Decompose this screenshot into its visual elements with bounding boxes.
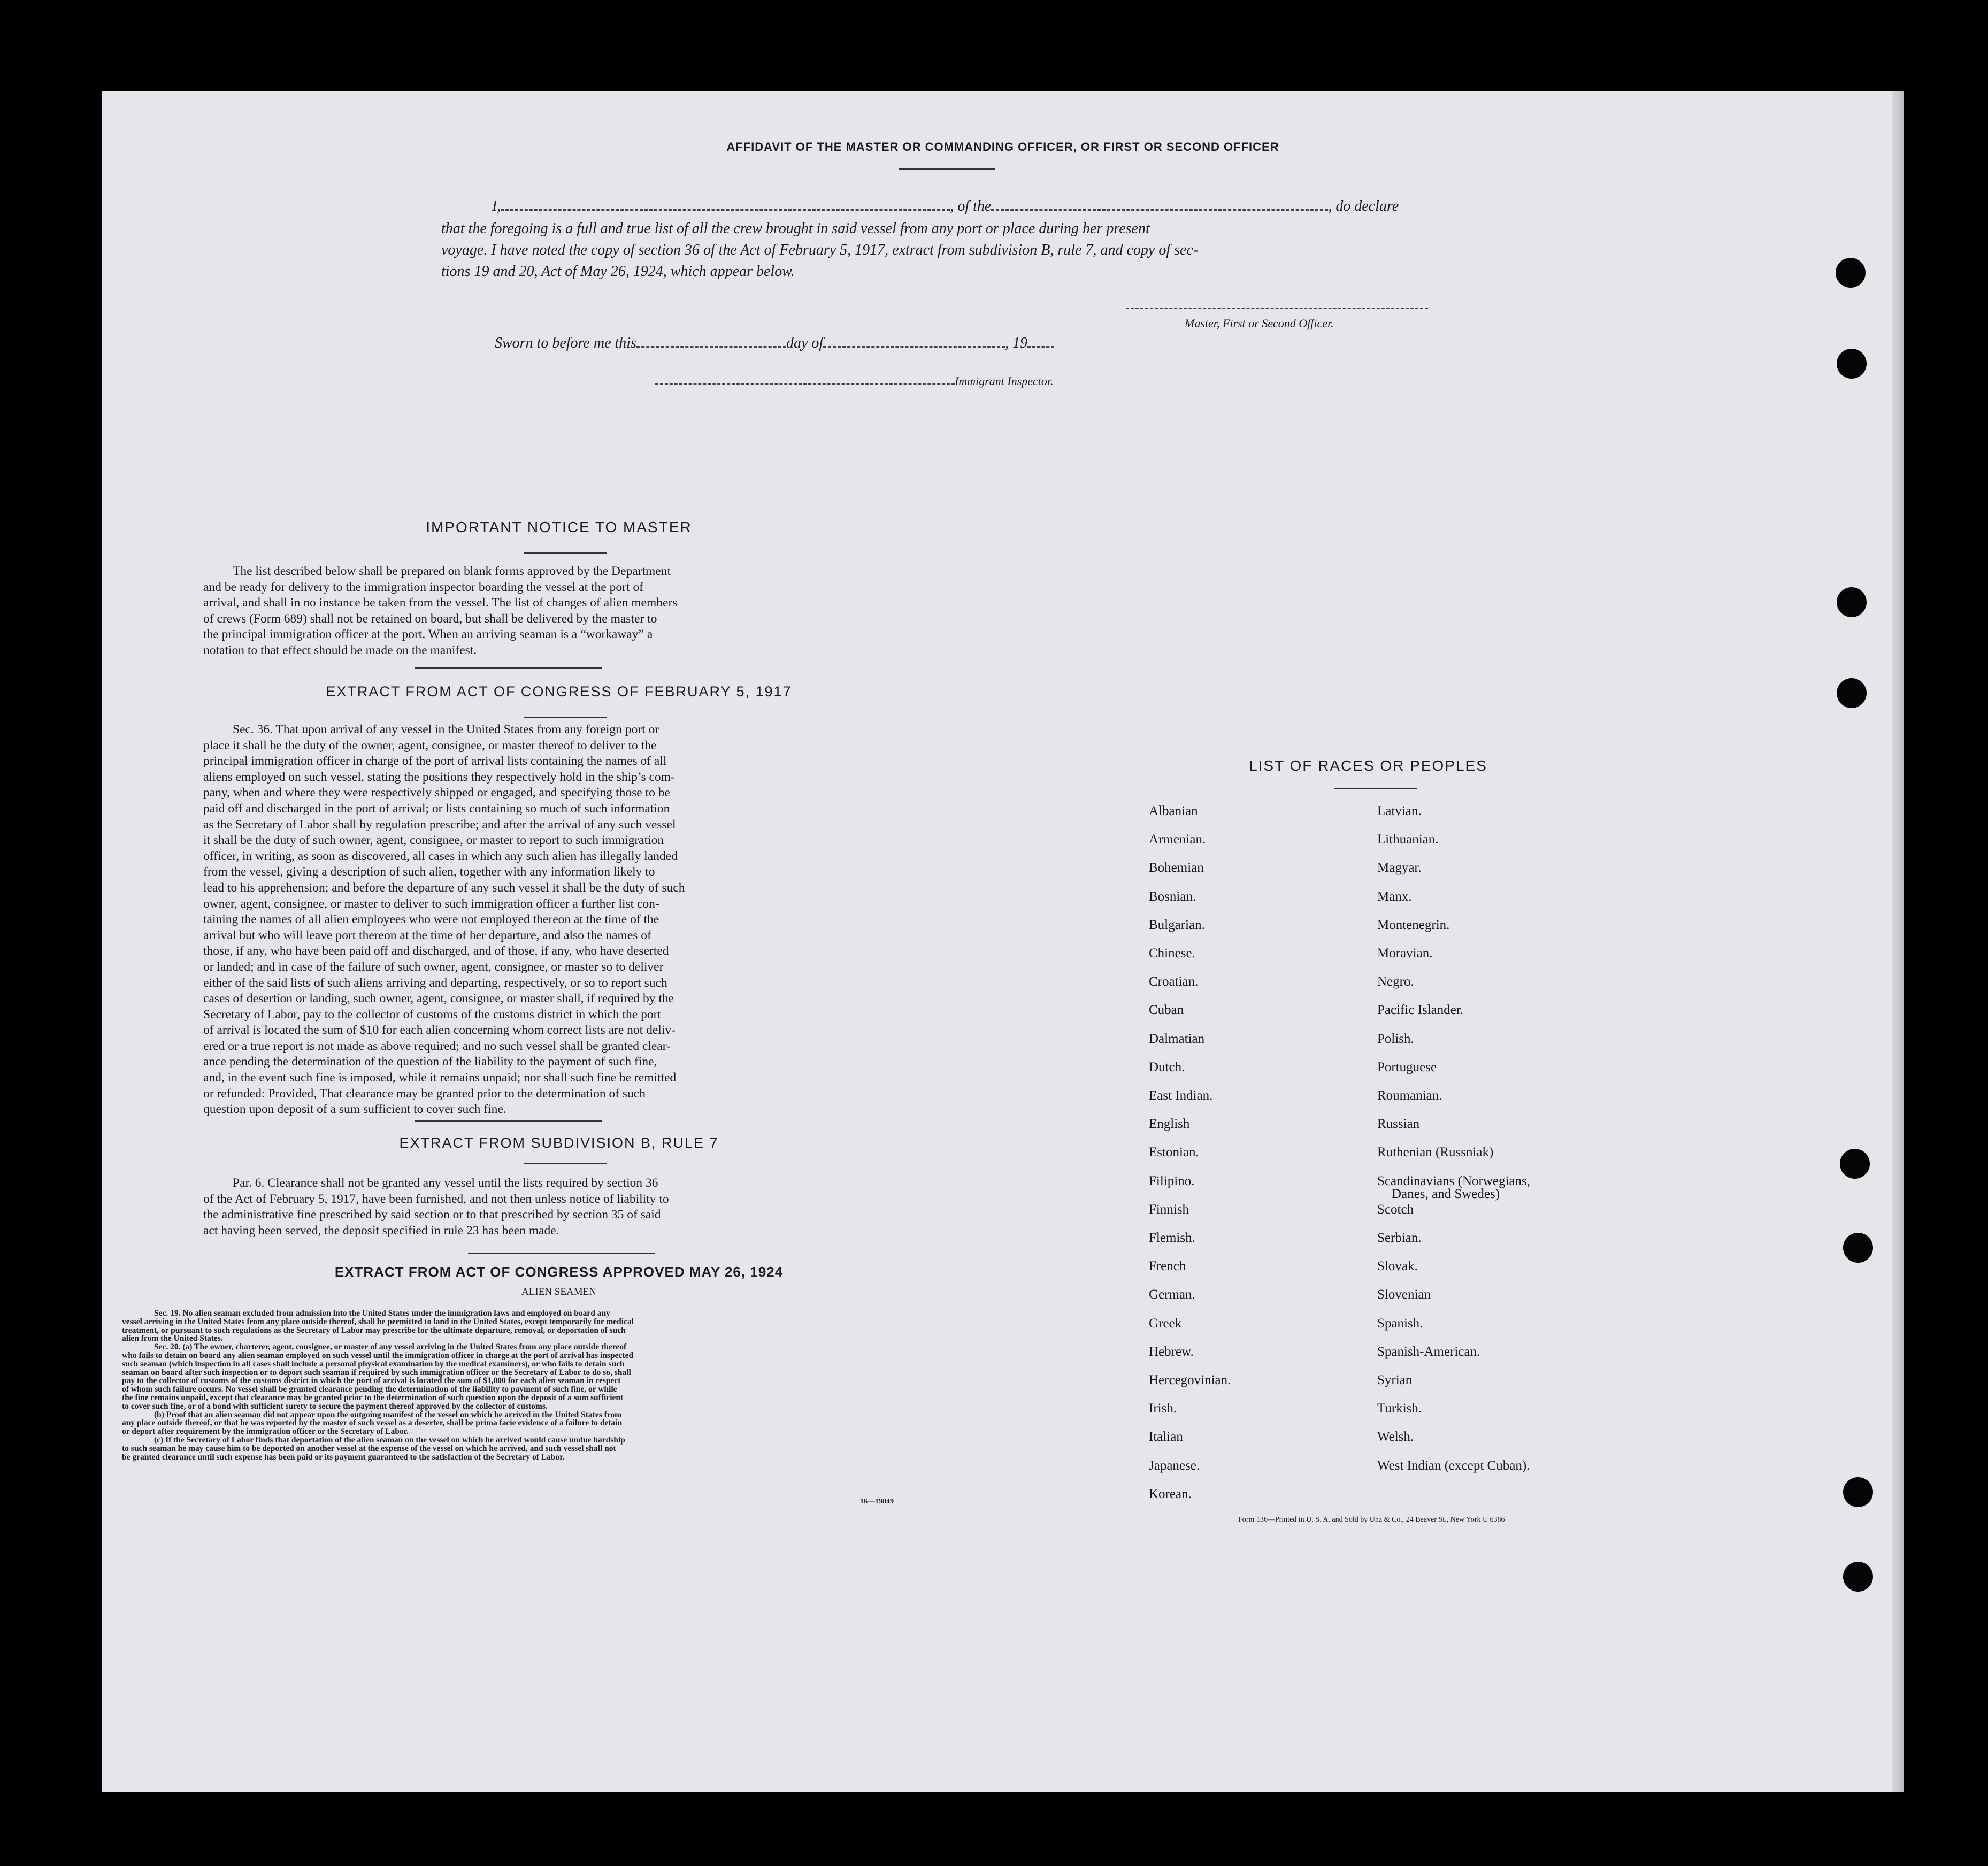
par-6-line: Par. 6. Clearance shall not be granted any vessel until the lists required by section 36 xyxy=(233,1176,658,1190)
punch-hole xyxy=(1840,1149,1870,1179)
section-36-line: lead to his apprehension; and before the departure of any such vessel it shall be the duty of such xyxy=(203,880,685,895)
race-item: Portuguese xyxy=(1377,1059,1437,1074)
section-20-line: of whom such failure occurs. No vessel shall be granted clearance pending the determination of the liability to payment of such fine, or while xyxy=(122,1385,617,1394)
notice-line: of crews (Form 689) shall not be retained on board, but shall be delivered by the master to xyxy=(203,611,657,626)
races-title: LIST OF RACES OR PEOPLES xyxy=(1249,757,1487,774)
race-item: Danes, and Swedes) xyxy=(1392,1186,1500,1201)
extract-rule7-title-rule xyxy=(524,1163,607,1164)
race-item: Pacific Islander. xyxy=(1377,1003,1464,1018)
race-item: Syrian xyxy=(1377,1373,1413,1387)
race-item: Bulgarian. xyxy=(1149,917,1205,932)
notice-line: The list described below shall be prepared on blank forms approved by the Department xyxy=(233,564,671,578)
section-36-line: aliens employed on such vessel, stating the positions they respectively hold in the ship’s com- xyxy=(203,770,675,784)
race-item: Welsh. xyxy=(1377,1430,1414,1445)
race-item: Spanish-American. xyxy=(1377,1344,1480,1359)
race-item: Ruthenian (Russniak) xyxy=(1377,1145,1494,1160)
par-6-line: of the Act of February 5, 1917, have been furnished, and not then unless notice of liability to xyxy=(203,1192,669,1206)
race-item: Roumanian. xyxy=(1377,1088,1442,1103)
race-item: Irish. xyxy=(1149,1401,1177,1416)
section-36-line: principal immigration officer in charge of the port of arrival lists containing the names of all xyxy=(203,754,667,769)
section-36-line: question upon deposit of a sum sufficient to cover such fine. xyxy=(203,1102,506,1117)
races-title-rule xyxy=(1334,788,1417,789)
section-36-line: taining the names of all alien employees who were not employed thereon at the time of the xyxy=(203,912,659,927)
declaration-line-1 xyxy=(492,198,1399,215)
master-signature-blank[interactable] xyxy=(1126,302,1428,309)
section-36-line: paid off and discharged in the port of arrival; or lists containing so much of such information xyxy=(203,801,670,816)
race-item: East Indian. xyxy=(1149,1088,1213,1103)
race-item: Finnish xyxy=(1149,1202,1189,1217)
section-36-line: pany, when and where they were respectively shipped or engaged, and specifying those to be xyxy=(203,786,670,800)
section-36-line: officer, in writing, as soon as discovered, all cases in which any such alien has illegally landed xyxy=(203,849,678,863)
declaration-line-2: that the foregoing is a full and true list of all the crew brought in said vessel from any port or place during her present xyxy=(441,220,1150,237)
notice-line: arrival, and shall in no instance be taken from the vessel. The list of changes of alien members xyxy=(203,596,678,610)
race-item: Hebrew. xyxy=(1149,1344,1194,1359)
sworn-day-of: day of xyxy=(786,335,824,351)
page-edge xyxy=(1892,91,1904,1792)
declaration-do-declare: , do declare xyxy=(1328,198,1399,214)
race-item: Polish. xyxy=(1377,1031,1414,1046)
race-item: Japanese. xyxy=(1149,1458,1200,1473)
section-20-line: pay to the collector of customs of the customs district in which the port of arrival is located the sum of $1,000 for each alien seaman in respect xyxy=(122,1376,621,1386)
master-signature-label: Master, First or Second Officer. xyxy=(1185,317,1334,330)
sworn-year-blank[interactable] xyxy=(1027,337,1054,348)
section-36-line: cases of desertion or landing, such owner, agent, consignee, or master shall, if required by the xyxy=(203,992,674,1006)
race-item: French xyxy=(1149,1259,1186,1274)
race-item: Korean. xyxy=(1149,1486,1192,1501)
race-item: Hercegovinian. xyxy=(1149,1373,1231,1387)
race-item: Cuban xyxy=(1149,1003,1184,1018)
race-item: Slovenian xyxy=(1377,1287,1431,1302)
section-36-line: those, if any, who have been paid off and discharged, and of those, if any, who have deserted xyxy=(203,944,669,958)
declaration-i: I, xyxy=(492,198,501,214)
divider xyxy=(415,667,602,669)
race-item: English xyxy=(1149,1117,1190,1132)
name-blank[interactable] xyxy=(501,200,950,211)
section-20-line: (c) If the Secretary of Labor finds that deportation of the alien seaman on the vessel on which he arrived would cause undue hardship xyxy=(154,1435,625,1445)
notice-title: IMPORTANT NOTICE TO MASTER xyxy=(426,519,692,535)
section-20-line: or deport after requirement by the immigration officer or the Secretary of Labor. xyxy=(122,1427,409,1437)
race-item: Montenegrin. xyxy=(1377,917,1450,932)
race-item: Manx. xyxy=(1377,889,1412,904)
race-item: Bohemian xyxy=(1149,861,1204,876)
punch-hole xyxy=(1843,1477,1873,1507)
section-20-line: Sec. 20. (a) The owner, charterer, agent, consignee, or master of any vessel arriving in the United States from any place outside thereof xyxy=(154,1342,627,1352)
punch-hole xyxy=(1843,1233,1873,1263)
section-20-line: the fine remains unpaid, except that clearance may be granted prior to the determination of such question upon the deposit of a sum sufficient xyxy=(122,1393,624,1402)
section-36-line: Sec. 36. That upon arrival of any vessel in the United States from any foreign port or xyxy=(233,723,659,736)
declaration-line-3: voyage. I have noted the copy of section 36 of the Act of February 5, 1917, extract from subdivision B, rule 7, and copy of sec- xyxy=(441,242,1199,258)
section-36-line: of arrival is located the sum of $10 for each alien concerning whom correct lists are not deliv- xyxy=(203,1023,676,1038)
punch-hole xyxy=(1837,587,1867,617)
section-36-line: owner, agent, consignee, or master to deliver to such immigration officer a further list con- xyxy=(203,896,659,911)
section-36-line: and, in the event such fine is imposed, while it remains unpaid; nor shall such fine be remitted xyxy=(203,1071,677,1085)
race-item: Estonian. xyxy=(1149,1145,1199,1160)
race-item: Spanish. xyxy=(1377,1316,1423,1331)
affidavit-title: AFFIDAVIT OF THE MASTER OR COMMANDING OFFICER, OR FIRST OR SECOND OFFICER xyxy=(726,140,1279,153)
punch-hole xyxy=(1837,349,1867,379)
divider xyxy=(415,1120,602,1122)
notice-line: notation to that effect should be made on the manifest. xyxy=(203,643,477,657)
inspector-signature-blank[interactable] xyxy=(655,377,955,385)
race-item: Dalmatian xyxy=(1149,1031,1205,1046)
section-36-line: ered or a true report is not made as above required; and no such vessel shall be granted clear- xyxy=(203,1039,671,1053)
race-item: Armenian. xyxy=(1149,832,1206,847)
section-20-line: who fails to detain on board any alien seaman employed on such vessel until the immigration officer in charge at the port of arrival has inspected xyxy=(122,1350,633,1360)
race-item: Serbian. xyxy=(1377,1231,1422,1245)
extract-1924-body xyxy=(122,1309,919,1461)
section-19-line: Sec. 19. No alien seaman excluded from admission into the United States under the immigration laws and employed on board any xyxy=(154,1309,610,1318)
race-item: Russian xyxy=(1377,1117,1420,1132)
race-item: Flemish. xyxy=(1149,1231,1195,1245)
race-item: Croatian. xyxy=(1149,974,1199,989)
declaration-of-the: , of the xyxy=(950,198,992,214)
section-20-line: such seaman (which inspection in all cases shall include a personal physical examination by the medical examiners), or who fails to detain such xyxy=(122,1359,625,1369)
race-item: Albanian xyxy=(1149,804,1198,818)
race-item: German. xyxy=(1149,1287,1195,1302)
inspector-label: Immigrant Inspector. xyxy=(955,374,1054,388)
section-36-line: either of the said lists of such aliens arriving and departing, respectively, or so to report such xyxy=(203,976,667,990)
section-36-line: arrival but who will leave port thereon at the time of her departure, and also the names of xyxy=(203,928,651,942)
declaration-line-4: tions 19 and 20, Act of May 26, 1924, which appear below. xyxy=(441,263,795,280)
section-36-line: it shall be the duty of such owner, agent, consignee, or master to report to such immigration xyxy=(203,833,664,848)
race-item: Slovak. xyxy=(1377,1259,1418,1274)
punch-hole xyxy=(1836,258,1866,288)
extract-rule7-body xyxy=(203,1176,915,1239)
extract-rule7-title: EXTRACT FROM SUBDIVISION B, RULE 7 xyxy=(399,1135,719,1151)
race-item: Greek xyxy=(1149,1316,1182,1331)
affidavit-title-rule xyxy=(899,168,995,170)
section-20-line: to cover such fine, or of a bond with sufficient surety to secure the payment thereof approved by the collector of customs. xyxy=(122,1401,548,1411)
section-36-line: Secretary of Labor, pay to the collector of customs of the customs district in which the port xyxy=(203,1007,661,1022)
extract-1917-title-rule xyxy=(524,717,607,718)
par-6-line: the administrative fine prescribed by said section or to that prescribed by section 35 of said xyxy=(203,1208,661,1222)
punch-hole xyxy=(1837,678,1867,708)
extract-1924-subtitle: ALIEN SEAMEN xyxy=(521,1286,596,1297)
notice-line: and be ready for delivery to the immigration inspector boarding the vessel at the port of xyxy=(203,580,643,594)
sworn-year: , 19 xyxy=(1005,335,1028,351)
sworn-month-blank[interactable] xyxy=(823,337,1005,348)
race-item: Italian xyxy=(1149,1430,1183,1445)
race-item: Scandinavians (Norwegians, xyxy=(1377,1173,1531,1188)
vessel-blank[interactable] xyxy=(991,200,1328,211)
section-36-line: or refunded: Provided, That clearance may be granted prior to the determination of such xyxy=(203,1086,646,1101)
extract-1917-title: EXTRACT FROM ACT OF CONGRESS OF FEBRUARY 5, 1917 xyxy=(326,684,792,700)
section-20-line: be granted clearance until such expense has been paid or its payment guaranteed to the satisfaction of the Secretary of Labor. xyxy=(122,1452,565,1462)
race-item: Filipino. xyxy=(1149,1173,1195,1188)
race-item: Magyar. xyxy=(1377,861,1422,876)
section-36-line: or landed; and in case of the failure of such owner, agent, consignee, or master so to deliver xyxy=(203,959,664,974)
section-20-line: to such seaman he may cause him to be deported on another vessel at the expense of the vessel on which he arrived, and such vessel shall not xyxy=(122,1443,616,1453)
section-19-line: vessel arriving in the United States from any place outside thereof, shall be permitted to land in the United States, except temporarily for medical xyxy=(122,1317,634,1326)
print-code: 16—19849 xyxy=(860,1498,894,1506)
section-36-line: from the vessel, giving a description of such alien, together with any information likely to xyxy=(203,865,655,879)
notice-line: the principal immigration officer at the port. When an arriving seaman is a “workaway” a xyxy=(203,627,653,641)
race-item: Scotch xyxy=(1377,1202,1414,1217)
section-36-line: place it shall be the duty of the owner, agent, consignee, or master thereof to deliver to the xyxy=(203,738,657,752)
race-item: Turkish. xyxy=(1377,1401,1422,1416)
section-19-line: treatment, or pursuant to such regulations as the Secretary of Labor may prescribe for the ultimate departure, removal, or deportation of such xyxy=(122,1325,626,1335)
race-item: Dutch. xyxy=(1149,1059,1185,1074)
race-item: Negro. xyxy=(1377,974,1414,989)
extract-1924-title: EXTRACT FROM ACT OF CONGRESS APPROVED MAY 26, 1924 xyxy=(334,1264,784,1280)
sworn-day-blank[interactable] xyxy=(636,337,786,348)
race-item: Lithuanian. xyxy=(1377,832,1439,847)
race-item: Bosnian. xyxy=(1149,889,1196,904)
section-20-line: any place outside thereof, or that he was reported by the master of such vessel as a deserter, shall be prima facie evidence of a failure to detain xyxy=(122,1418,623,1428)
notice-title-rule xyxy=(524,552,607,554)
divider xyxy=(468,1253,655,1254)
document-page xyxy=(102,91,1904,1792)
section-20-line: seaman on board after such inspection or to deport such seaman if required by such immigration officer or the Secretary of Labor to do so, shall xyxy=(122,1368,631,1377)
section-20-line: (b) Proof that an alien seaman did not appear upon the outgoing manifest of the vessel on which he arrived in the United States from xyxy=(154,1410,622,1419)
par-6-line: act having been served, the deposit specified in rule 23 has been made. xyxy=(203,1223,559,1238)
punch-hole xyxy=(1843,1562,1873,1592)
sworn-line xyxy=(495,335,1054,352)
section-36-line: ance pending the determination of the question of the liability to the payment of such fine, xyxy=(203,1055,657,1069)
section-36-line: as the Secretary of Labor shall by regulation prescribe; and after the arrival of any such vessel xyxy=(203,817,676,832)
inspector-line xyxy=(655,374,1054,388)
form-footer: Form 136—Printed in U. S. A. and Sold by Unz & Co., 24 Beaver St., New York U 6386 xyxy=(1238,1516,1505,1524)
notice-body xyxy=(203,564,915,658)
extract-1917-body xyxy=(203,722,915,1118)
race-item: Latvian. xyxy=(1377,804,1422,818)
race-item: West Indian (except Cuban). xyxy=(1377,1458,1530,1473)
race-item: Moravian. xyxy=(1377,946,1433,961)
race-item: Chinese. xyxy=(1149,946,1195,961)
sworn-before: Sworn to before me this xyxy=(495,335,636,351)
section-19-line: alien from the United States. xyxy=(122,1334,223,1343)
